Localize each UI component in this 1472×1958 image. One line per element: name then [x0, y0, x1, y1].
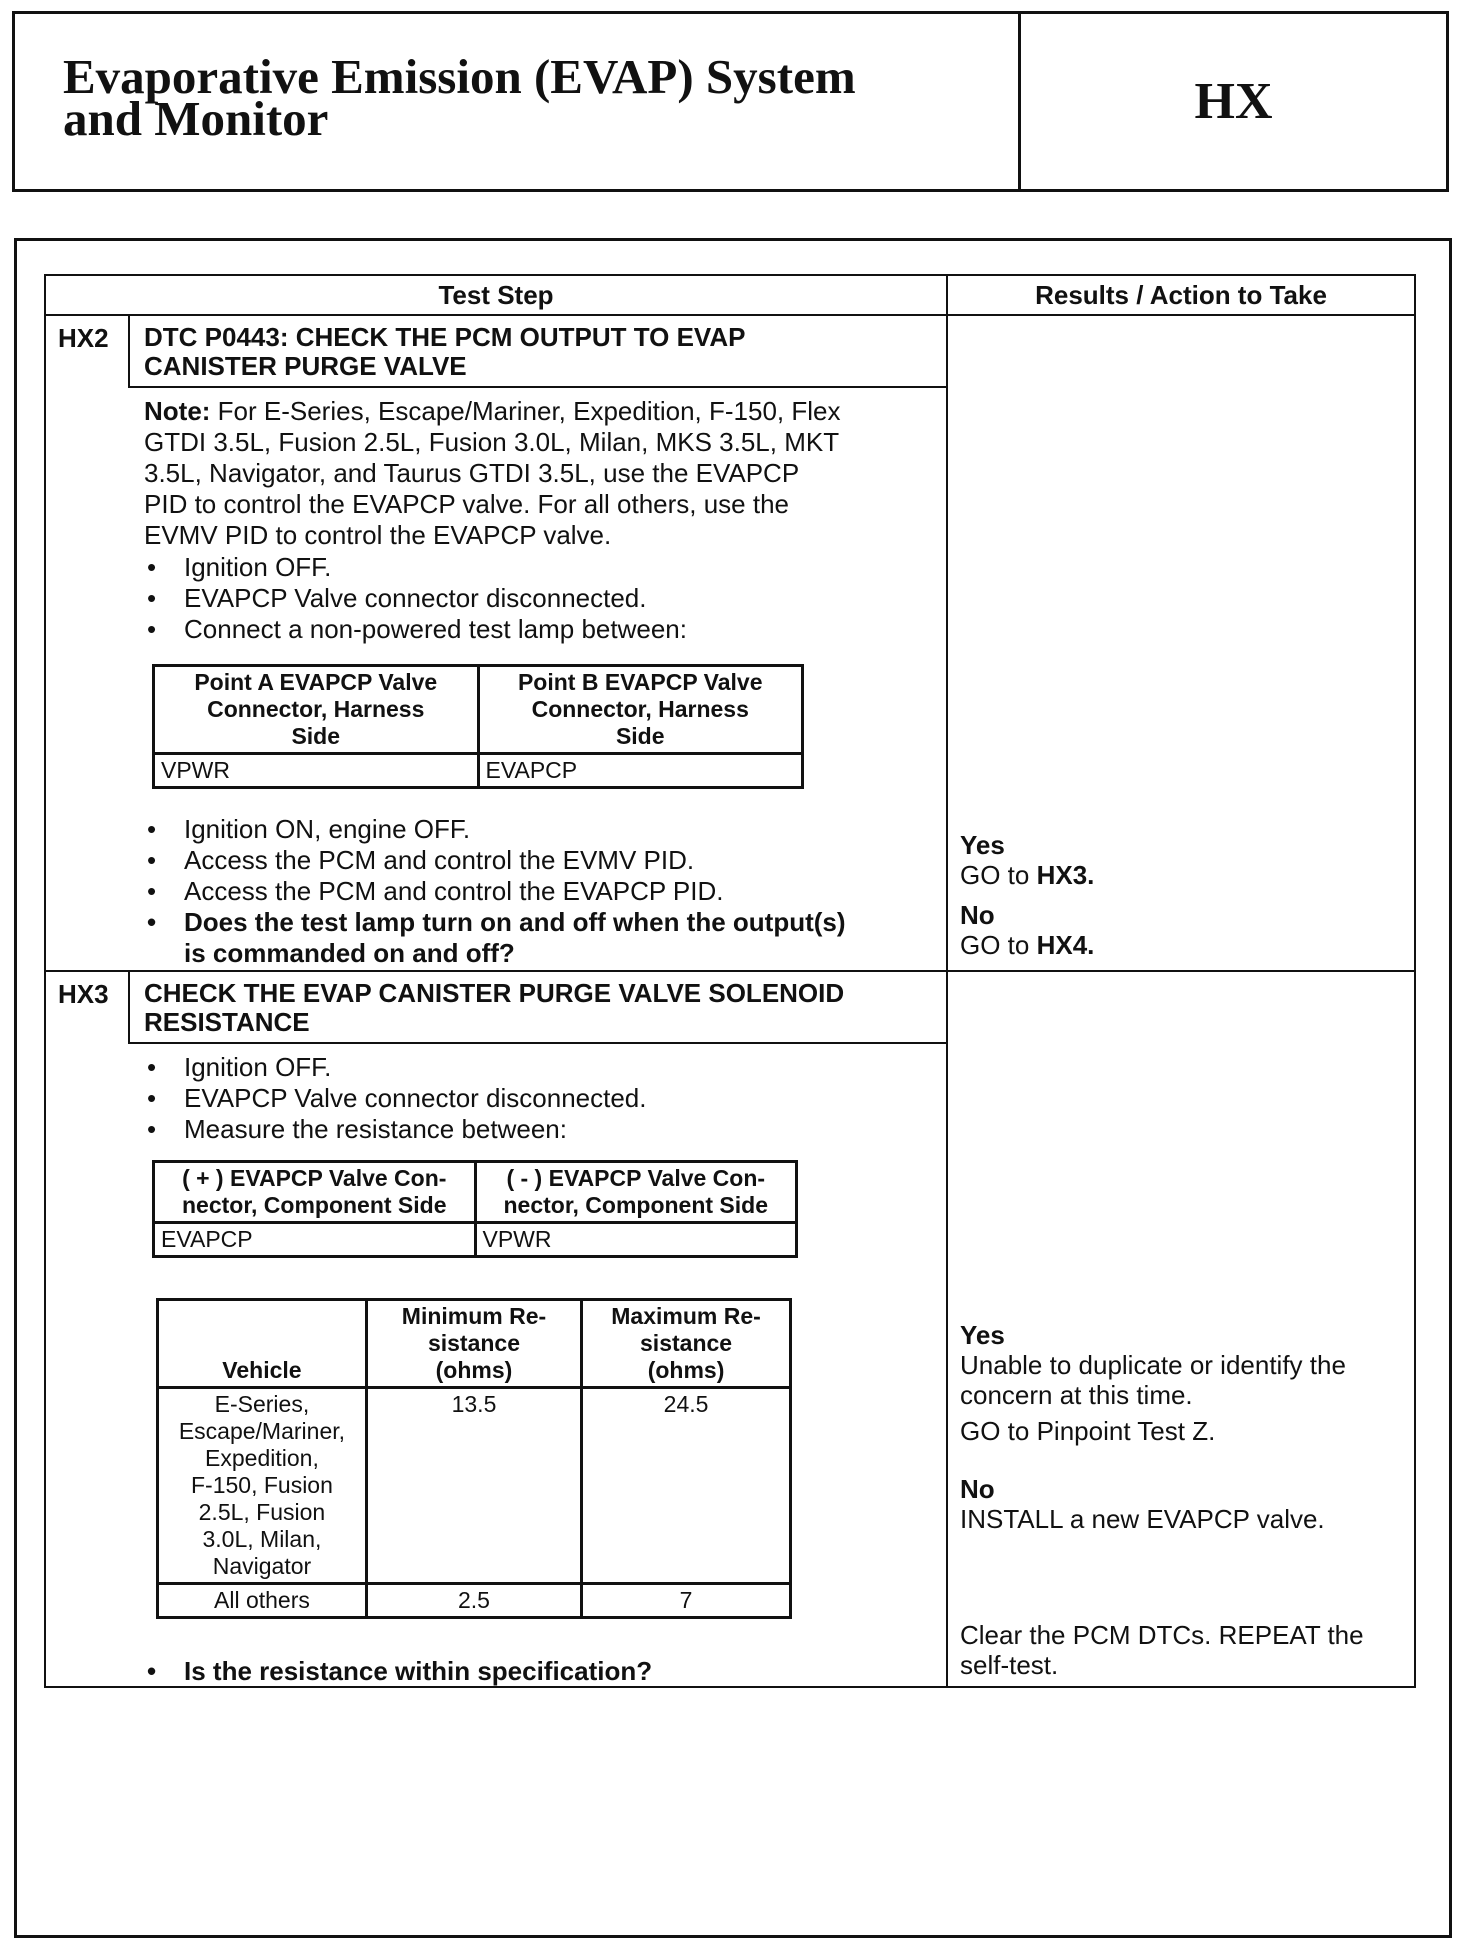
note-label: Note: [144, 396, 211, 426]
resistance-spec-table [156, 1298, 792, 1619]
hx2-id-divider [128, 316, 130, 388]
list-item: • Ignition OFF. [147, 552, 332, 582]
spec-row2-min: 2.5 [366, 1584, 581, 1618]
note-line: 3.5L, Navigator, and Taurus GTDI 3.5L, use the EVAPCP [144, 458, 800, 488]
hx2-bullets-b [144, 814, 944, 969]
page-title-line2: and Monitor [63, 91, 329, 146]
step-divider [46, 970, 1414, 972]
hx3-final-action: Clear the PCM DTCs. REPEAT the self-test. [960, 1620, 1364, 1680]
hx3-id-divider [128, 972, 130, 1044]
spec-row2-vehicle: All others [158, 1584, 367, 1618]
header-rule [46, 314, 1414, 316]
measure-table-cell-b: VPWR [475, 1223, 797, 1257]
hx3-question-list [144, 1656, 934, 1687]
spec-header-vehicle: Vehicle [158, 1300, 367, 1388]
hx2-step-id: HX2 [58, 323, 109, 353]
hx3-title-line1: CHECK THE EVAP CANISTER PURGE VALVE SOLENOID [144, 978, 845, 1008]
go-to-pinpoint-test-z-link[interactable]: GO to Pinpoint Test Z. [960, 1416, 1216, 1446]
note-line: PID to control the EVAPCP valve. For all others, use the [144, 489, 790, 519]
measure-table-header-b: ( - ) EVAPCP Valve Con- nector, Component Side [475, 1162, 797, 1223]
hx3-step-title [144, 979, 844, 1037]
hx2-note [144, 396, 934, 551]
lamp-table-header-b: Point B EVAPCP Valve Connector, Harness Side [478, 666, 803, 754]
page-title [63, 49, 963, 146]
go-to-hx4-link[interactable]: HX4. [1036, 930, 1095, 960]
hx3-yes-result: Yes Unable to duplicate or identify the concern at this time. GO to Pinpoint Test Z. [960, 1320, 1410, 1446]
note-line: For E-Series, Escape/Mariner, Expedition, F-150, Flex [210, 396, 841, 426]
page-header [12, 11, 1449, 192]
column-divider [946, 276, 948, 1686]
lamp-table-cell-b: EVAPCP [478, 754, 803, 788]
hx2-title-line1: DTC P0443: CHECK THE PCM OUTPUT TO EVAP [144, 322, 746, 352]
hx3-question: • Is the resistance within specification? [147, 1656, 653, 1686]
hx2-question: • Does the test lamp turn on and off when the output(s) is commanded on and off? [147, 907, 846, 968]
spec-row1-min: 13.5 [366, 1388, 581, 1584]
column-header-results: Results / Action to Take [1035, 279, 1327, 310]
hx3-title-line2: RESISTANCE [144, 1007, 310, 1037]
hx2-yes-result: Yes GO to HX3. [960, 830, 1095, 890]
hx2-step-title [144, 323, 745, 381]
lamp-table-cell-a: VPWR [154, 754, 479, 788]
test-lamp-table [152, 664, 804, 789]
list-item: • Connect a non-powered test lamp between: [147, 614, 687, 644]
spec-header-max: Maximum Re- sistance (ohms) [582, 1300, 791, 1388]
hx3-title-rule [128, 1042, 946, 1044]
list-item: • Ignition ON, engine OFF. [147, 814, 471, 844]
hx3-step-id: HX3 [58, 979, 109, 1009]
list-item: • Ignition OFF. [147, 1052, 332, 1082]
lamp-table-header-a: Point A EVAPCP Valve Connector, Harness Side [154, 666, 479, 754]
hx2-bullets-a [144, 552, 934, 645]
column-header-test-step: Test Step [438, 279, 554, 310]
list-item: • EVAPCP Valve connector disconnected. [147, 583, 647, 613]
list-item: • Access the PCM and control the EVMV PID. [147, 845, 695, 875]
list-item: • Measure the resistance between: [147, 1114, 567, 1144]
hx3-no-result: No INSTALL a new EVAPCP valve. [960, 1474, 1325, 1534]
page-title-line1: Evaporative Emission (EVAP) System [63, 49, 856, 104]
hx3-bullets [144, 1052, 934, 1145]
hx2-no-result: No GO to HX4. [960, 900, 1095, 960]
spec-row1-max: 24.5 [582, 1388, 791, 1584]
list-item: • Access the PCM and control the EVAPCP PID. [147, 876, 724, 906]
measure-table [152, 1160, 798, 1258]
spec-row2-max: 7 [582, 1584, 791, 1618]
hx2-title-line2: CANISTER PURGE VALVE [144, 351, 467, 381]
note-line: EVMV PID to control the EVAPCP valve. [144, 520, 612, 550]
list-item: • EVAPCP Valve connector disconnected. [147, 1083, 647, 1113]
go-to-hx3-link[interactable]: HX3. [1036, 860, 1095, 890]
section-code: HX [1194, 73, 1273, 130]
measure-table-header-a: ( + ) EVAPCP Valve Con- nector, Component Side [154, 1162, 476, 1223]
spec-header-min: Minimum Re- sistance (ohms) [366, 1300, 581, 1388]
hx2-title-rule [128, 386, 946, 388]
note-line: GTDI 3.5L, Fusion 2.5L, Fusion 3.0L, Milan, MKS 3.5L, MKT [144, 427, 840, 457]
spec-row1-vehicle: E-Series, Escape/Mariner, Expedition, F-150, Fusion 2.5L, Fusion 3.0L, Milan, Navigator [158, 1388, 367, 1584]
test-step-table [44, 274, 1416, 1688]
measure-table-cell-a: EVAPCP [154, 1223, 476, 1257]
